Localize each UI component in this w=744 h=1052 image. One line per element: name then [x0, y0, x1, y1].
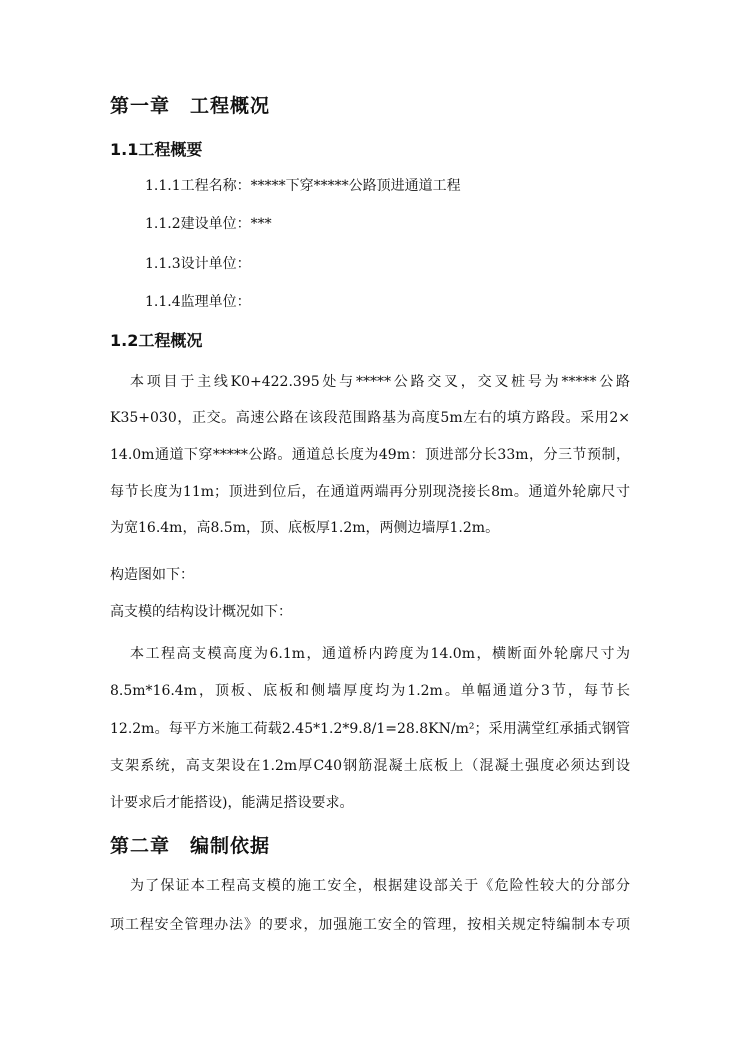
- design-paragraph-line: 支架系统，高支架设在1.2m厚C40钢筋混凝土底板上（混凝土强度必须达到设: [110, 758, 630, 774]
- design-paragraph-line: 本工程高支模高度为6.1m，通道桥内跨度为14.0m，横断面外轮廓尺寸为: [130, 646, 630, 662]
- section-1-1-title: 1.1工程概要: [110, 140, 203, 159]
- design-paragraph-line: 12.2m。每平方米施工荷载2.45*1.2*9.8/1=28.8KN/m²；采用满堂红承插式钢管: [110, 721, 630, 737]
- structure-line: 构造图如下：: [110, 567, 194, 583]
- overview-paragraph-line: 14.0m通道下穿*****公路。通道总长度为49m：顶进部分长33m，分三节预制，: [110, 447, 630, 463]
- overview-paragraph-line: 为宽16.4m，高8.5m，顶、底板厚1.2m，两侧边墙厚1.2m。: [110, 520, 500, 536]
- section-1-2-title: 1.2工程概况: [110, 331, 203, 350]
- chapter2-title: 第二章 编制依据: [110, 835, 271, 857]
- overview-paragraph-line: 每节长度为11m；顶进到位后，在通道两端再分别现浇接长8m。通道外轮廓尺寸: [110, 484, 630, 500]
- chapter1-title: 第一章 工程概况: [110, 95, 271, 117]
- supervisor-item: 1.1.4监理单位：: [145, 294, 251, 310]
- basis-paragraph-line: 项工程安全管理办法》的要求，加强施工安全的管理，按相关规定特编制本专项: [110, 917, 630, 933]
- designer-item: 1.1.3设计单位：: [145, 256, 251, 272]
- overview-paragraph-line: K35+030，正交。高速公路在该段范围路基为高度5m左右的填方路段。采用2×: [110, 410, 630, 426]
- owner-item: 1.1.2建设单位：***: [145, 216, 272, 232]
- overview-paragraph-line: 本项目于主线K0+422.395处与*****公路交叉，交叉桩号为*****公路: [130, 374, 630, 390]
- design-paragraph-line: 计要求后才能搭设)，能满足搭设要求。: [110, 795, 354, 811]
- design-line: 高支模的结构设计概况如下：: [110, 604, 292, 620]
- design-paragraph-line: 8.5m*16.4m，顶板、底板和侧墙厚度均为1.2m。单幅通道分3节，每节长: [110, 683, 630, 699]
- project-name-item: 1.1.1工程名称：*****下穿*****公路顶进通道工程: [145, 178, 461, 194]
- basis-paragraph-line: 为了保证本工程高支模的施工安全，根据建设部关于《危险性较大的分部分: [130, 878, 630, 894]
